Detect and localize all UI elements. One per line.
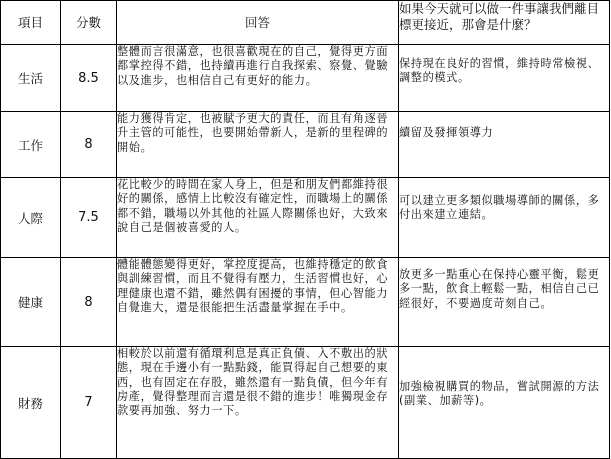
- header-category: 項目: [1, 1, 61, 45]
- answer-cell: 體能體態變得更好，掌控度提高，也維持穩定的飲食與訓練習慣，而且不覺得有壓力，生活習慣也好，心理健康也還不錯，雖然偶有困擾的事情，但心智能力自覺進大，還是很能把生活盡量掌握在手中。: [117, 258, 399, 347]
- header-answer: 回答: [117, 1, 399, 45]
- table-row-social: [1, 178, 610, 258]
- score-cell: 8: [61, 112, 117, 178]
- table-row-life: [1, 45, 610, 112]
- score-cell: 8: [61, 258, 117, 347]
- score-cell: 7: [61, 347, 117, 459]
- next-step-cell: 加強檢視購買的物品，嘗試開源的方法(副業、加薪等)。: [399, 347, 610, 459]
- score-cell: 8.5: [61, 45, 117, 112]
- next-step-cell: 放更多一點重心在保持心靈平衡，鬆更多一點，飲食上輕鬆一點，相信自己已經很好，不要過度苛刻自己。: [399, 258, 610, 347]
- category-cell: 健康: [1, 258, 61, 347]
- table-row-work: [1, 112, 610, 178]
- next-step-cell: 保持現在良好的習慣，維持時常檢視、調整的模式。: [399, 45, 610, 112]
- table-row-finance: [1, 347, 610, 459]
- answer-cell: 整體而言很滿意，也很喜歡現在的自己，覺得更方面都掌控得不錯，也持續再進行自我探索、察覺、覺驗以及進步，也相信自己有更好的能力。: [117, 45, 399, 112]
- header-row: [1, 1, 610, 45]
- category-cell: 人際: [1, 178, 61, 258]
- category-cell: 財務: [1, 347, 61, 459]
- answer-cell: 花比較少的時間在家人身上，但是和朋友們都維持很好的關係，感情上比較沒有確定性，而職場上的關係都不錯，職場以外其他的社區人際關係也好，大致來說自己是個被喜愛的人。: [117, 178, 399, 258]
- next-step-cell: 續留及發揮領導力: [399, 112, 610, 178]
- header-score: 分數: [61, 1, 117, 45]
- category-cell: 工作: [1, 112, 61, 178]
- answer-cell: 能力獲得肯定，也被賦予更大的責任，而且有角逐晉升主管的可能性，也要開始帶新人，是新的里程碑的開始。: [117, 112, 399, 178]
- next-step-cell: 可以建立更多類似職場導師的關係，多付出來建立連結。: [399, 178, 610, 258]
- table-row-health: [1, 258, 610, 347]
- score-cell: 7.5: [61, 178, 117, 258]
- category-cell: 生活: [1, 45, 61, 112]
- answer-cell: 相較於以前還有循環利息是真正負債、入不敷出的狀態，現在手邊小有一點點錢，能買得起自己想要的東西，也有固定在存股，雖然還有一點負債，但今年有房產，覺得整理而言還是很不錯的進步！唯獨現金存款要再加強、努力一下。: [117, 347, 399, 459]
- header-next-step: 如果今天就可以做一件事讓我們離目標更接近，那會是什麼？: [399, 1, 610, 45]
